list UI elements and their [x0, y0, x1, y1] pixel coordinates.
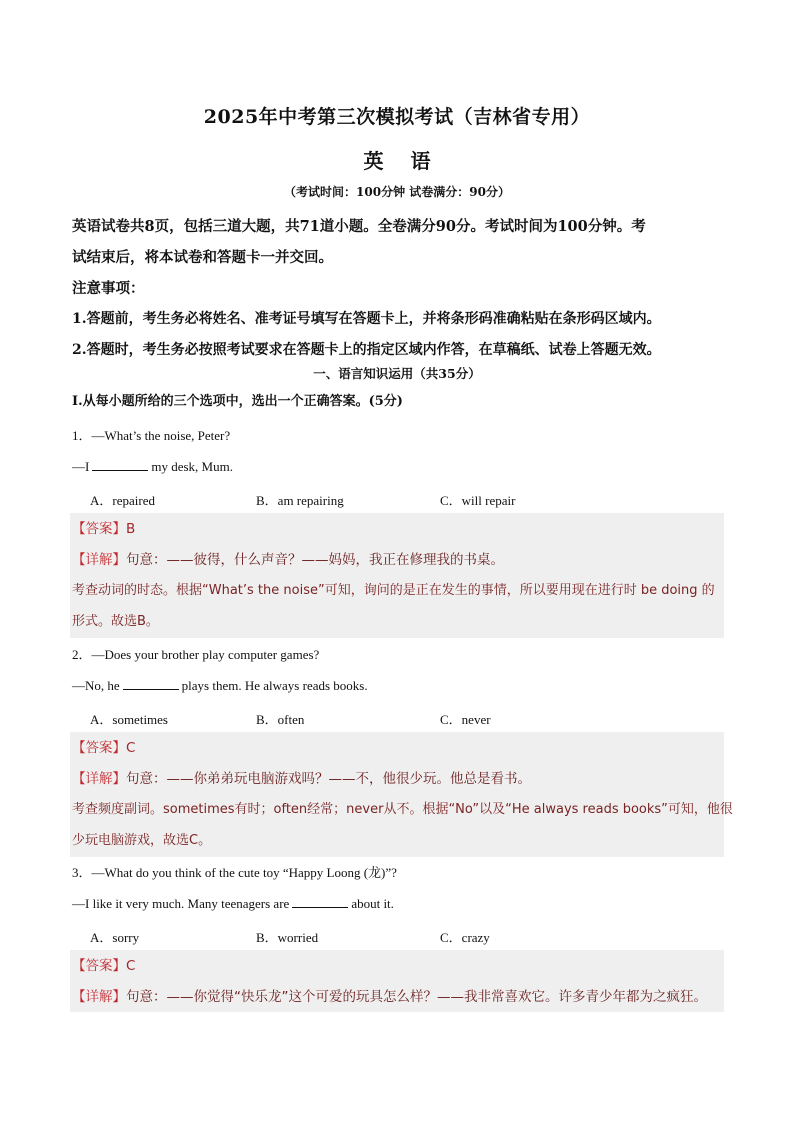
exam-title: 2025年中考第三次模拟考试（吉林省专用）: [203, 106, 591, 128]
question-2-option-c: C．never: [440, 712, 491, 727]
detail-text: 句意：——你觉得“快乐龙”这个可爱的玩具怎么样？——我非常喜欢它。许多青少年都为之疯狂。: [126, 989, 707, 1005]
question-1-option-c: C．will repair: [440, 493, 516, 508]
detail-text: 句意：——彼得，什么声音？——妈妈，我正在修理我的书桌。: [126, 552, 504, 568]
question-1-option-b: B．am repairing: [256, 493, 344, 508]
answer-tag: 【答案】: [72, 740, 126, 756]
question-3-option-c: C．crazy: [440, 930, 490, 945]
notice-title: 注意事项：: [72, 280, 145, 297]
answer-blank: [123, 677, 179, 690]
subject-title: 英 语: [363, 149, 441, 173]
rule-2: 2.答题时，考生务必按照考试要求在答题卡上的指定区域内作答，在草稿纸、试卷上答题无效。: [72, 342, 661, 358]
answer-line: [72, 738, 135, 758]
question-3-option-b: B．worried: [256, 930, 319, 945]
answer-blank: [292, 895, 348, 908]
detail-line-2: 考查动词的时态。根据“What’s the noise”可知，询问的是正在发生的事情，所以要用现在进行时 be doing 的: [72, 583, 715, 598]
answer-value: B: [126, 521, 136, 537]
part-instruction: Ⅰ.从每小题所给的三个选项中，选出一个正确答案。(5分): [72, 394, 403, 409]
detail-line-3: 少玩电脑游戏，故选C。: [72, 833, 212, 848]
detail-line-1: [72, 550, 504, 570]
question-1-line-2: [72, 457, 233, 477]
question-3-prefix: —I like it very much. Many teenagers are: [72, 896, 290, 911]
detail-line-1: [72, 987, 707, 1007]
question-2-option-b: B．often: [256, 712, 305, 727]
question-2-option-a: A．sometimes: [90, 712, 168, 727]
detail-tag: 【详解】: [72, 771, 126, 787]
question-3-suffix: about it.: [351, 896, 394, 911]
question-1-line-1: 1．—What’s the noise, Peter?: [72, 428, 231, 443]
answer-box-2: [70, 732, 733, 857]
intro-paragraph: [72, 211, 724, 273]
intro-line-2: 试结束后，将本试卷和答题卡一并交回。: [72, 249, 333, 266]
question-2-line-2: [72, 676, 368, 696]
detail-text: 句意：——你弟弟玩电脑游戏吗？——不，他很少玩。他总是看书。: [126, 771, 531, 787]
question-2-suffix: plays them. He always reads books.: [181, 678, 368, 693]
question-2-line-1: 2．—Does your brother play computer games?: [72, 647, 320, 662]
question-1-prefix: —I: [72, 459, 90, 474]
question-3-line-2: [72, 894, 394, 914]
answer-box-3: [70, 950, 724, 1012]
answer-line: [72, 956, 135, 976]
detail-tag: 【详解】: [72, 552, 126, 568]
answer-value: C: [126, 740, 136, 756]
answer-blank: [92, 458, 148, 471]
answer-tag: 【答案】: [72, 521, 126, 537]
detail-line-3: 形式。故选B。: [72, 614, 159, 629]
detail-line-2: 考查频度副词。sometimes有时；often经常；never从不。根据“No”以及“He always reads books”可知，他很: [72, 802, 733, 817]
detail-line-1: [72, 769, 531, 789]
answer-line: [72, 519, 135, 539]
question-3-option-a: A．sorry: [90, 930, 140, 945]
answer-tag: 【答案】: [72, 958, 126, 974]
section-title: 一、语言知识运用（共35分）: [313, 366, 481, 381]
question-1-suffix: my desk, Mum.: [151, 459, 233, 474]
question-3-line-1: 3．—What do you think of the cute toy “Happy Loong (龙)”?: [72, 865, 397, 880]
question-1-option-a: A．repaired: [90, 493, 155, 508]
answer-box-1: [70, 513, 724, 638]
rule-1: 1.答题前，考生务必将姓名、准考证号填写在答题卡上，并将条形码准确粘贴在条形码区域内。: [72, 311, 661, 327]
intro-line-1: 英语试卷共8页，包括三道大题，共71道小题。全卷满分90分。考试时间为100分钟。考: [72, 218, 646, 235]
detail-tag: 【详解】: [72, 989, 126, 1005]
time-info: （考试时间：100分钟 试卷满分：90分）: [284, 185, 510, 199]
answer-value: C: [126, 958, 136, 974]
question-2-prefix: —No, he: [72, 678, 120, 693]
